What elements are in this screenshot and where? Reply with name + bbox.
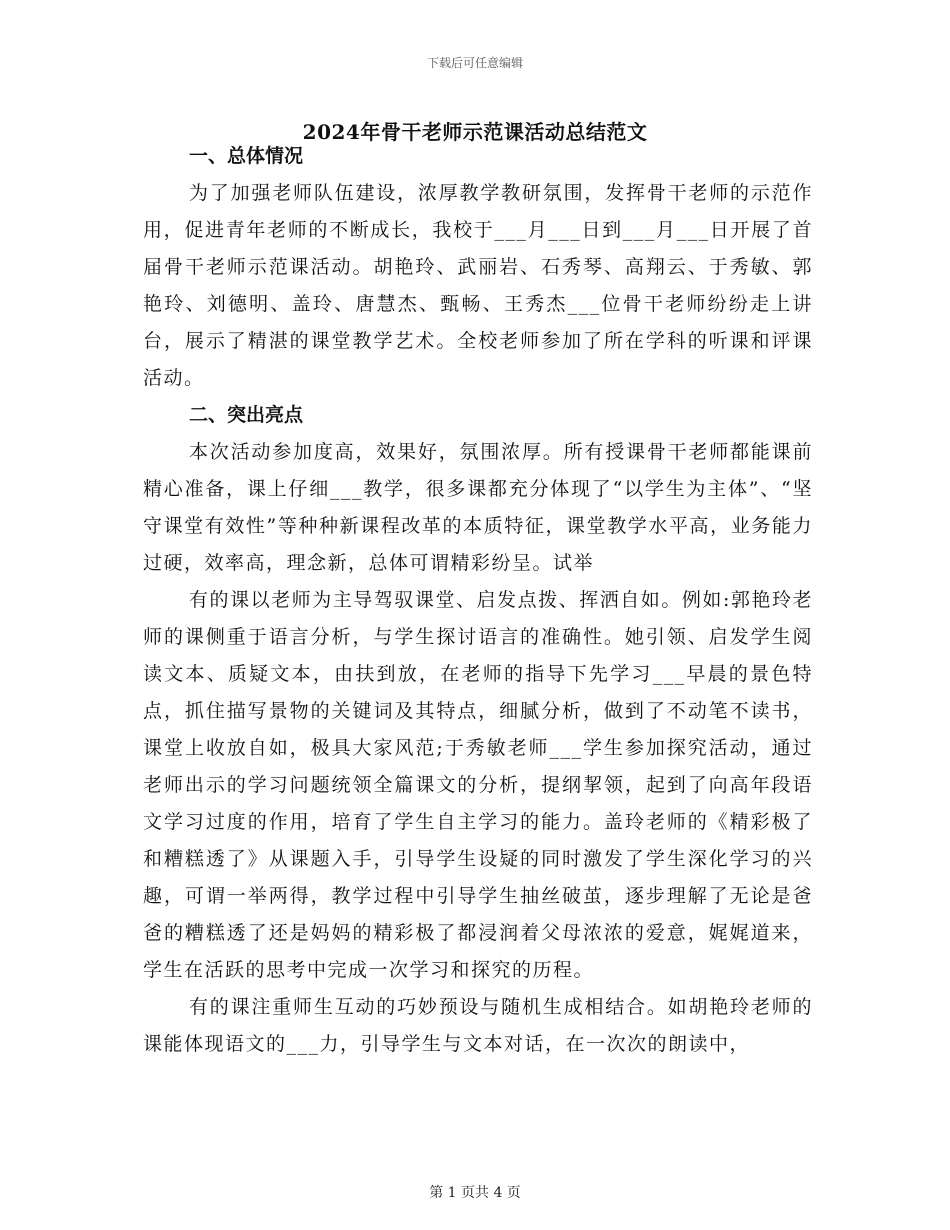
header-note: 下载后可任意编辑 — [426, 56, 523, 70]
section-heading-highlights: 二、突出亮点 — [189, 404, 304, 426]
document-body — [143, 138, 813, 1063]
paragraph-overview: 为了加强老师队伍建设，浓厚教学教研氛围，发挥骨干老师的示范作用，促进青年老师的不断成长，我校于___月___日到___月___日开展了首届骨干老师示范课活动。胡艳玲、武丽岩、石秀琴、高翔云、于秀敏、郭艳玲、刘德明、盖玲、唐慧杰、甄畅、王秀杰___位骨干老师纷纷走上讲台，展示了精湛的课堂教学艺术。全校老师参加了所在学科的听课和评课活动。 — [143, 182, 813, 389]
paragraph-highlights-intro: 本次活动参加度高，效果好，氛围浓厚。所有授课骨干老师都能课前精心准备，课上仔细___教学，很多课都充分体现了“以学生为主体”、“坚守课堂有效性”等种种新课程改革的本质特征，课堂教学水平高，业务能力过硬，效率高，理念新，总体可谓精彩纷呈。试举 — [143, 441, 813, 574]
paragraph-interaction: 有的课注重师生互动的巧妙预设与随机生成相结合。如胡艳玲老师的课能体现语文的___力，引导学生与文本对话，在一次次的朗读中， — [143, 996, 813, 1055]
paragraph-teacher-led: 有的课以老师为主导驾驭课堂、启发点拨、挥洒自如。例如:郭艳玲老师的课侧重于语言分析，与学生探讨语言的准确性。她引领、启发学生阅读文本、质疑文本，由扶到放，在老师的指导下先学习___早晨的景色特点，抓住描写景物的关键词及其特点，细腻分析，做到了不动笔不读书，课堂上收放自如，极具大家风范;于秀敏老师___学生参加探究活动，通过老师出示的学习问题统领全篇课文的分析，提纲挈领，起到了向高年段语文学习过度的作用，培育了学生自主学习的能力。盖玲老师的《精彩极了和糟糕透了》从课题入手，引导学生设疑的同时激发了学生深化学习的兴趣，可谓一举两得，教学过程中引导学生抽丝破茧，逐步理解了无论是爸爸的糟糕透了还是妈妈的精彩极了都浸润着父母浓浓的爱意，娓娓道来，学生在活跃的思考中完成一次学习和探究的历程。 — [143, 589, 813, 981]
document-title: 2024年骨干老师示范课活动总结范文 — [302, 120, 648, 144]
section-heading-overview: 一、总体情况 — [189, 145, 304, 167]
page-footer: 第 1 页共 4 页 — [429, 1185, 521, 1201]
